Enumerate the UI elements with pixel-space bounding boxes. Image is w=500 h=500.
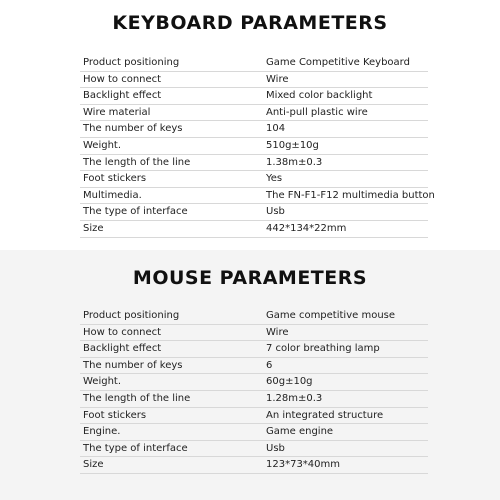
spec-row (80, 188, 435, 205)
spec-value: 1.38m±0.3 (266, 156, 323, 168)
spec-label: Weight. (83, 376, 122, 388)
spec-value: Wire (266, 73, 289, 85)
spec-label: The number of keys (83, 359, 183, 371)
spec-label: Size (83, 459, 104, 471)
spec-label: Engine. (83, 426, 121, 438)
spec-row (80, 341, 428, 358)
spec-value: Game Competitive Keyboard (266, 57, 410, 68)
spec-label: The length of the line (83, 392, 191, 404)
spec-value: Game competitive mouse (266, 310, 396, 321)
spec-label: Multimedia. (83, 189, 142, 201)
spec-value: 123*73*40mm (266, 459, 341, 471)
spec-value: 6 (266, 359, 273, 371)
spec-label: How to connect (83, 73, 162, 85)
spec-row (80, 308, 428, 325)
spec-value: Game engine (266, 426, 334, 438)
keyboard-parameters-title: KEYBOARD PARAMETERS (112, 12, 388, 34)
spec-row (80, 72, 428, 89)
spec-row (80, 374, 428, 391)
spec-row (80, 424, 428, 441)
spec-row (80, 441, 428, 458)
spec-row (80, 408, 428, 425)
spec-value: Anti-pull plastic wire (266, 106, 368, 118)
spec-row (80, 105, 428, 122)
spec-row (80, 138, 428, 155)
spec-value: 510g±10g (266, 139, 319, 151)
spec-value: The FN-F1-F12 multimedia button (266, 189, 435, 201)
spec-label: The type of interface (83, 442, 188, 454)
spec-value: Usb (266, 442, 285, 454)
spec-label: The number of keys (83, 123, 183, 135)
spec-value: Yes (266, 173, 283, 185)
spec-value: Wire (266, 326, 289, 338)
spec-label: Weight. (83, 139, 122, 151)
spec-row (80, 221, 428, 238)
keyboard-spec-table (80, 55, 435, 238)
mouse-spec-table (80, 308, 428, 474)
spec-label: Backlight effect (83, 343, 162, 355)
spec-value: Usb (266, 206, 285, 218)
spec-value: 104 (266, 123, 286, 135)
spec-label: Foot stickers (83, 409, 147, 421)
spec-label: How to connect (83, 326, 162, 338)
mouse-parameters-title: MOUSE PARAMETERS (132, 267, 368, 289)
spec-label: Backlight effect (83, 90, 162, 102)
spec-row (80, 171, 428, 188)
spec-row (80, 55, 428, 72)
spec-value: Mixed color backlight (266, 90, 373, 102)
spec-label: Foot stickers (83, 173, 147, 185)
spec-label: Product positioning (83, 57, 180, 68)
spec-label: Product positioning (83, 310, 180, 321)
spec-row (80, 358, 428, 375)
spec-row (80, 121, 428, 138)
mouse-parameters-section (0, 250, 500, 500)
spec-row (80, 391, 428, 408)
spec-label: The length of the line (83, 156, 191, 168)
spec-value: An integrated structure (266, 409, 384, 421)
spec-row (80, 325, 428, 342)
spec-value: 60g±10g (266, 376, 313, 388)
spec-value: 1.28m±0.3 (266, 392, 323, 404)
spec-row (80, 155, 428, 172)
spec-value: 442*134*22mm (266, 222, 347, 234)
spec-value: 7 color breathing lamp (266, 343, 380, 355)
spec-row (80, 204, 428, 221)
spec-label: Size (83, 222, 104, 234)
spec-label: The type of interface (83, 206, 188, 218)
spec-label: Wire material (83, 106, 151, 118)
spec-row (80, 457, 428, 474)
spec-row (80, 88, 428, 105)
